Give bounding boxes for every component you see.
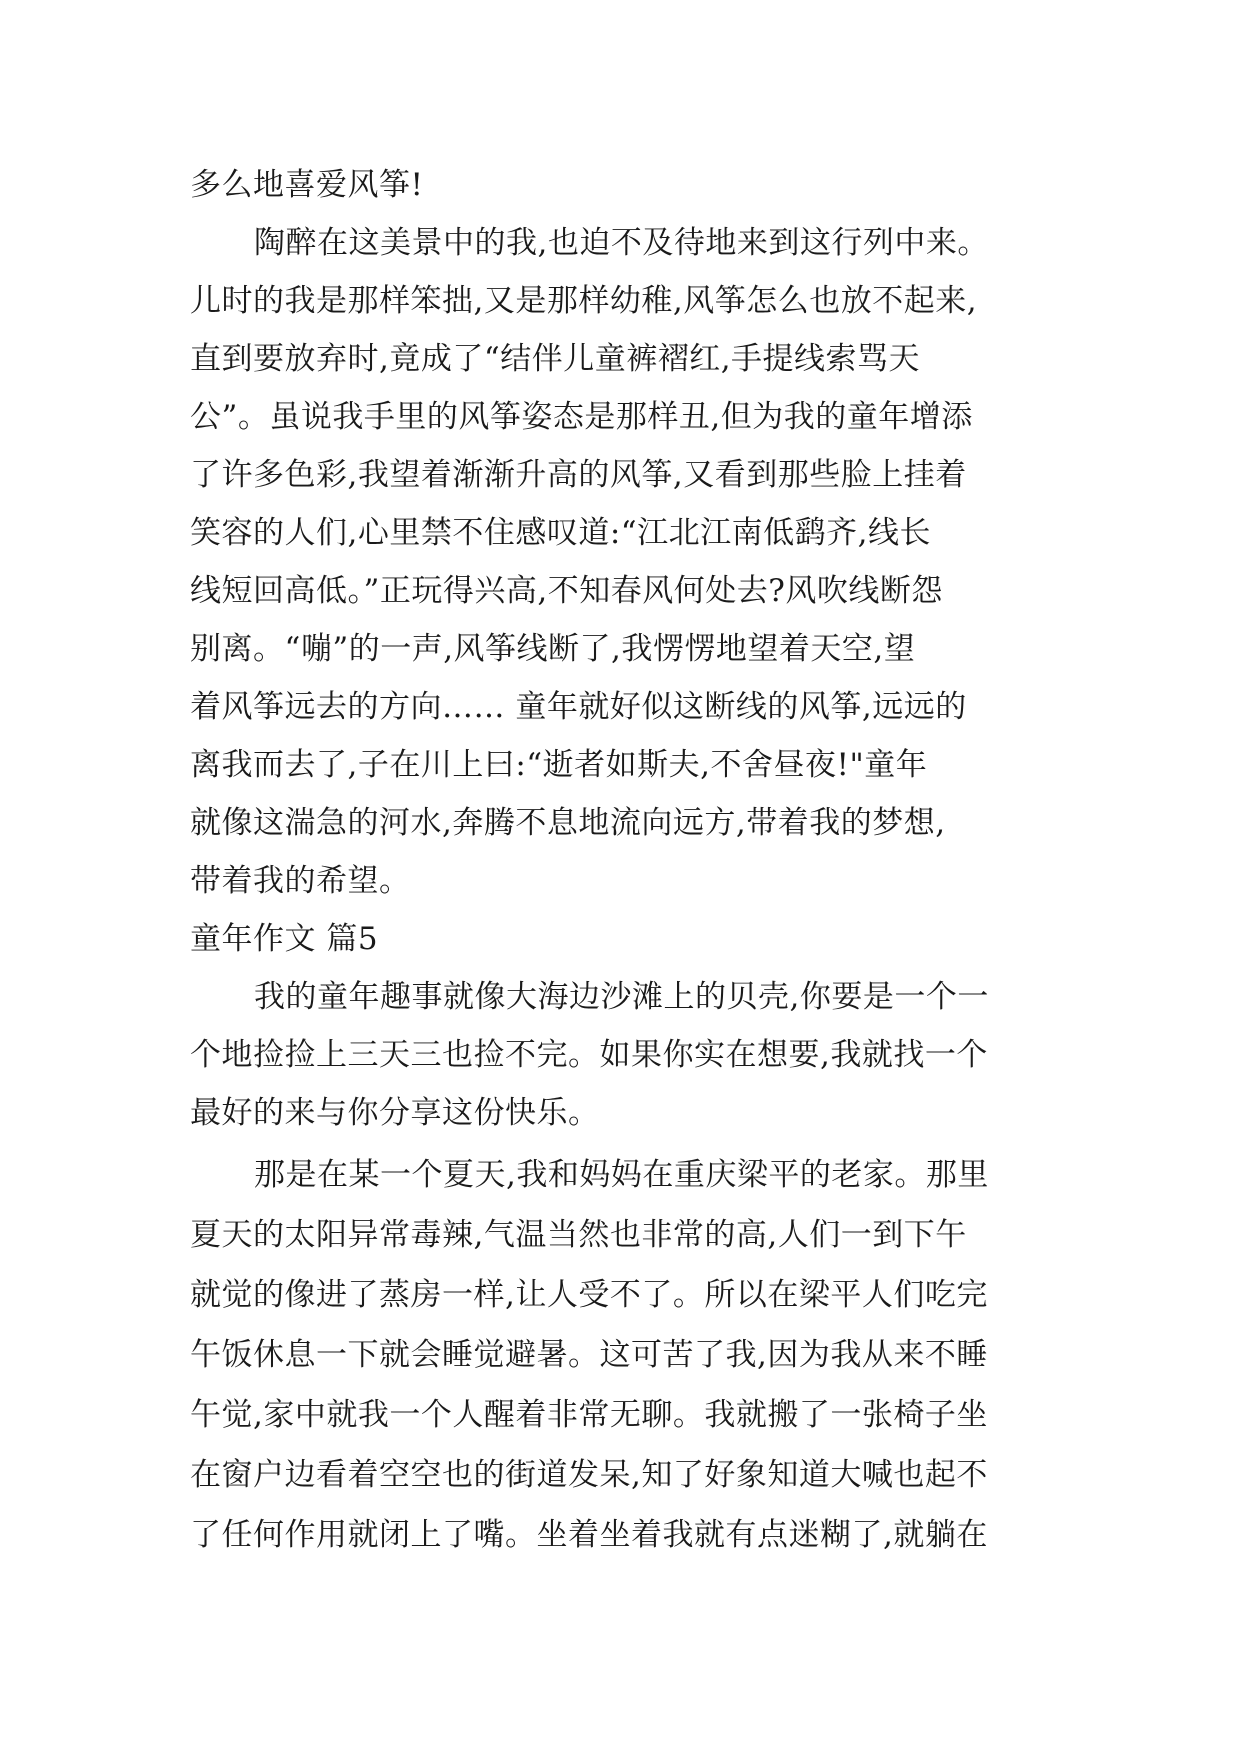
text-line: 离我而去了,子在川上曰:“逝者如斯夫,不舍昼夜!"童年 xyxy=(190,747,928,783)
text-line: 公”。虽说我手里的风筝姿态是那样丑,但为我的童年增添 xyxy=(190,399,973,435)
text-line: 多么地喜爱风筝! xyxy=(190,167,424,203)
text-line: 线短回高低。”正玩得兴高,不知春风何处去?风吹线断怨 xyxy=(190,573,943,609)
paragraph-start-line: 那是在某一个夏天,我和妈妈在重庆梁平的老家。那里 xyxy=(254,1157,989,1193)
text-line: 在窗户边看着空空也的街道发呆,知了好象知道大喊也起不 xyxy=(190,1457,988,1493)
text-line: 了许多色彩,我望着渐渐升高的风筝,又看到那些脸上挂着 xyxy=(190,457,967,493)
text-line: 笑容的人们,心里禁不住感叹道:“江北江南低鹞齐,线长 xyxy=(190,515,931,551)
text-line: 最好的来与你分享这份快乐。 xyxy=(190,1095,600,1131)
text-line: 个地捡捡上三天三也捡不完。如果你实在想要,我就找一个 xyxy=(190,1037,988,1073)
paragraph-start-line: 我的童年趣事就像大海边沙滩上的贝壳,你要是一个一 xyxy=(254,979,989,1015)
paragraph-start-line: 陶醉在这美景中的我,也迫不及待地来到这行列中来。 xyxy=(254,225,989,261)
text-line: 午觉,家中就我一个人醒着非常无聊。我就搬了一张椅子坐 xyxy=(190,1397,988,1433)
text-line: 儿时的我是那样笨拙,又是那样幼稚,风筝怎么也放不起来, xyxy=(190,283,978,319)
text-line: 就觉的像进了蒸房一样,让人受不了。所以在梁平人们吃完 xyxy=(190,1277,988,1313)
text-line: 着风筝远去的方向…… 童年就好似这断线的风筝,远远的 xyxy=(190,689,967,725)
section-heading: 童年作文 篇5 xyxy=(190,921,379,957)
text-line: 就像这湍急的河水,奔腾不息地流向远方,带着我的梦想, xyxy=(190,805,946,841)
text-line: 夏天的太阳异常毒辣,气温当然也非常的高,人们一到下午 xyxy=(190,1217,967,1253)
text-line: 带着我的希望。 xyxy=(190,863,411,899)
text-line: 了任何作用就闭上了嘴。坐着坐着我就有点迷糊了,就躺在 xyxy=(190,1517,988,1553)
text-line: 午饭休息一下就会睡觉避暑。这可苦了我,因为我从来不睡 xyxy=(190,1337,988,1373)
text-line: 别离。“嘣”的一声,风筝线断了,我愣愣地望着天空,望 xyxy=(190,631,916,667)
text-line: 直到要放弃时,竟成了“结伴儿童裤褶红,手提线索骂天 xyxy=(190,341,921,377)
